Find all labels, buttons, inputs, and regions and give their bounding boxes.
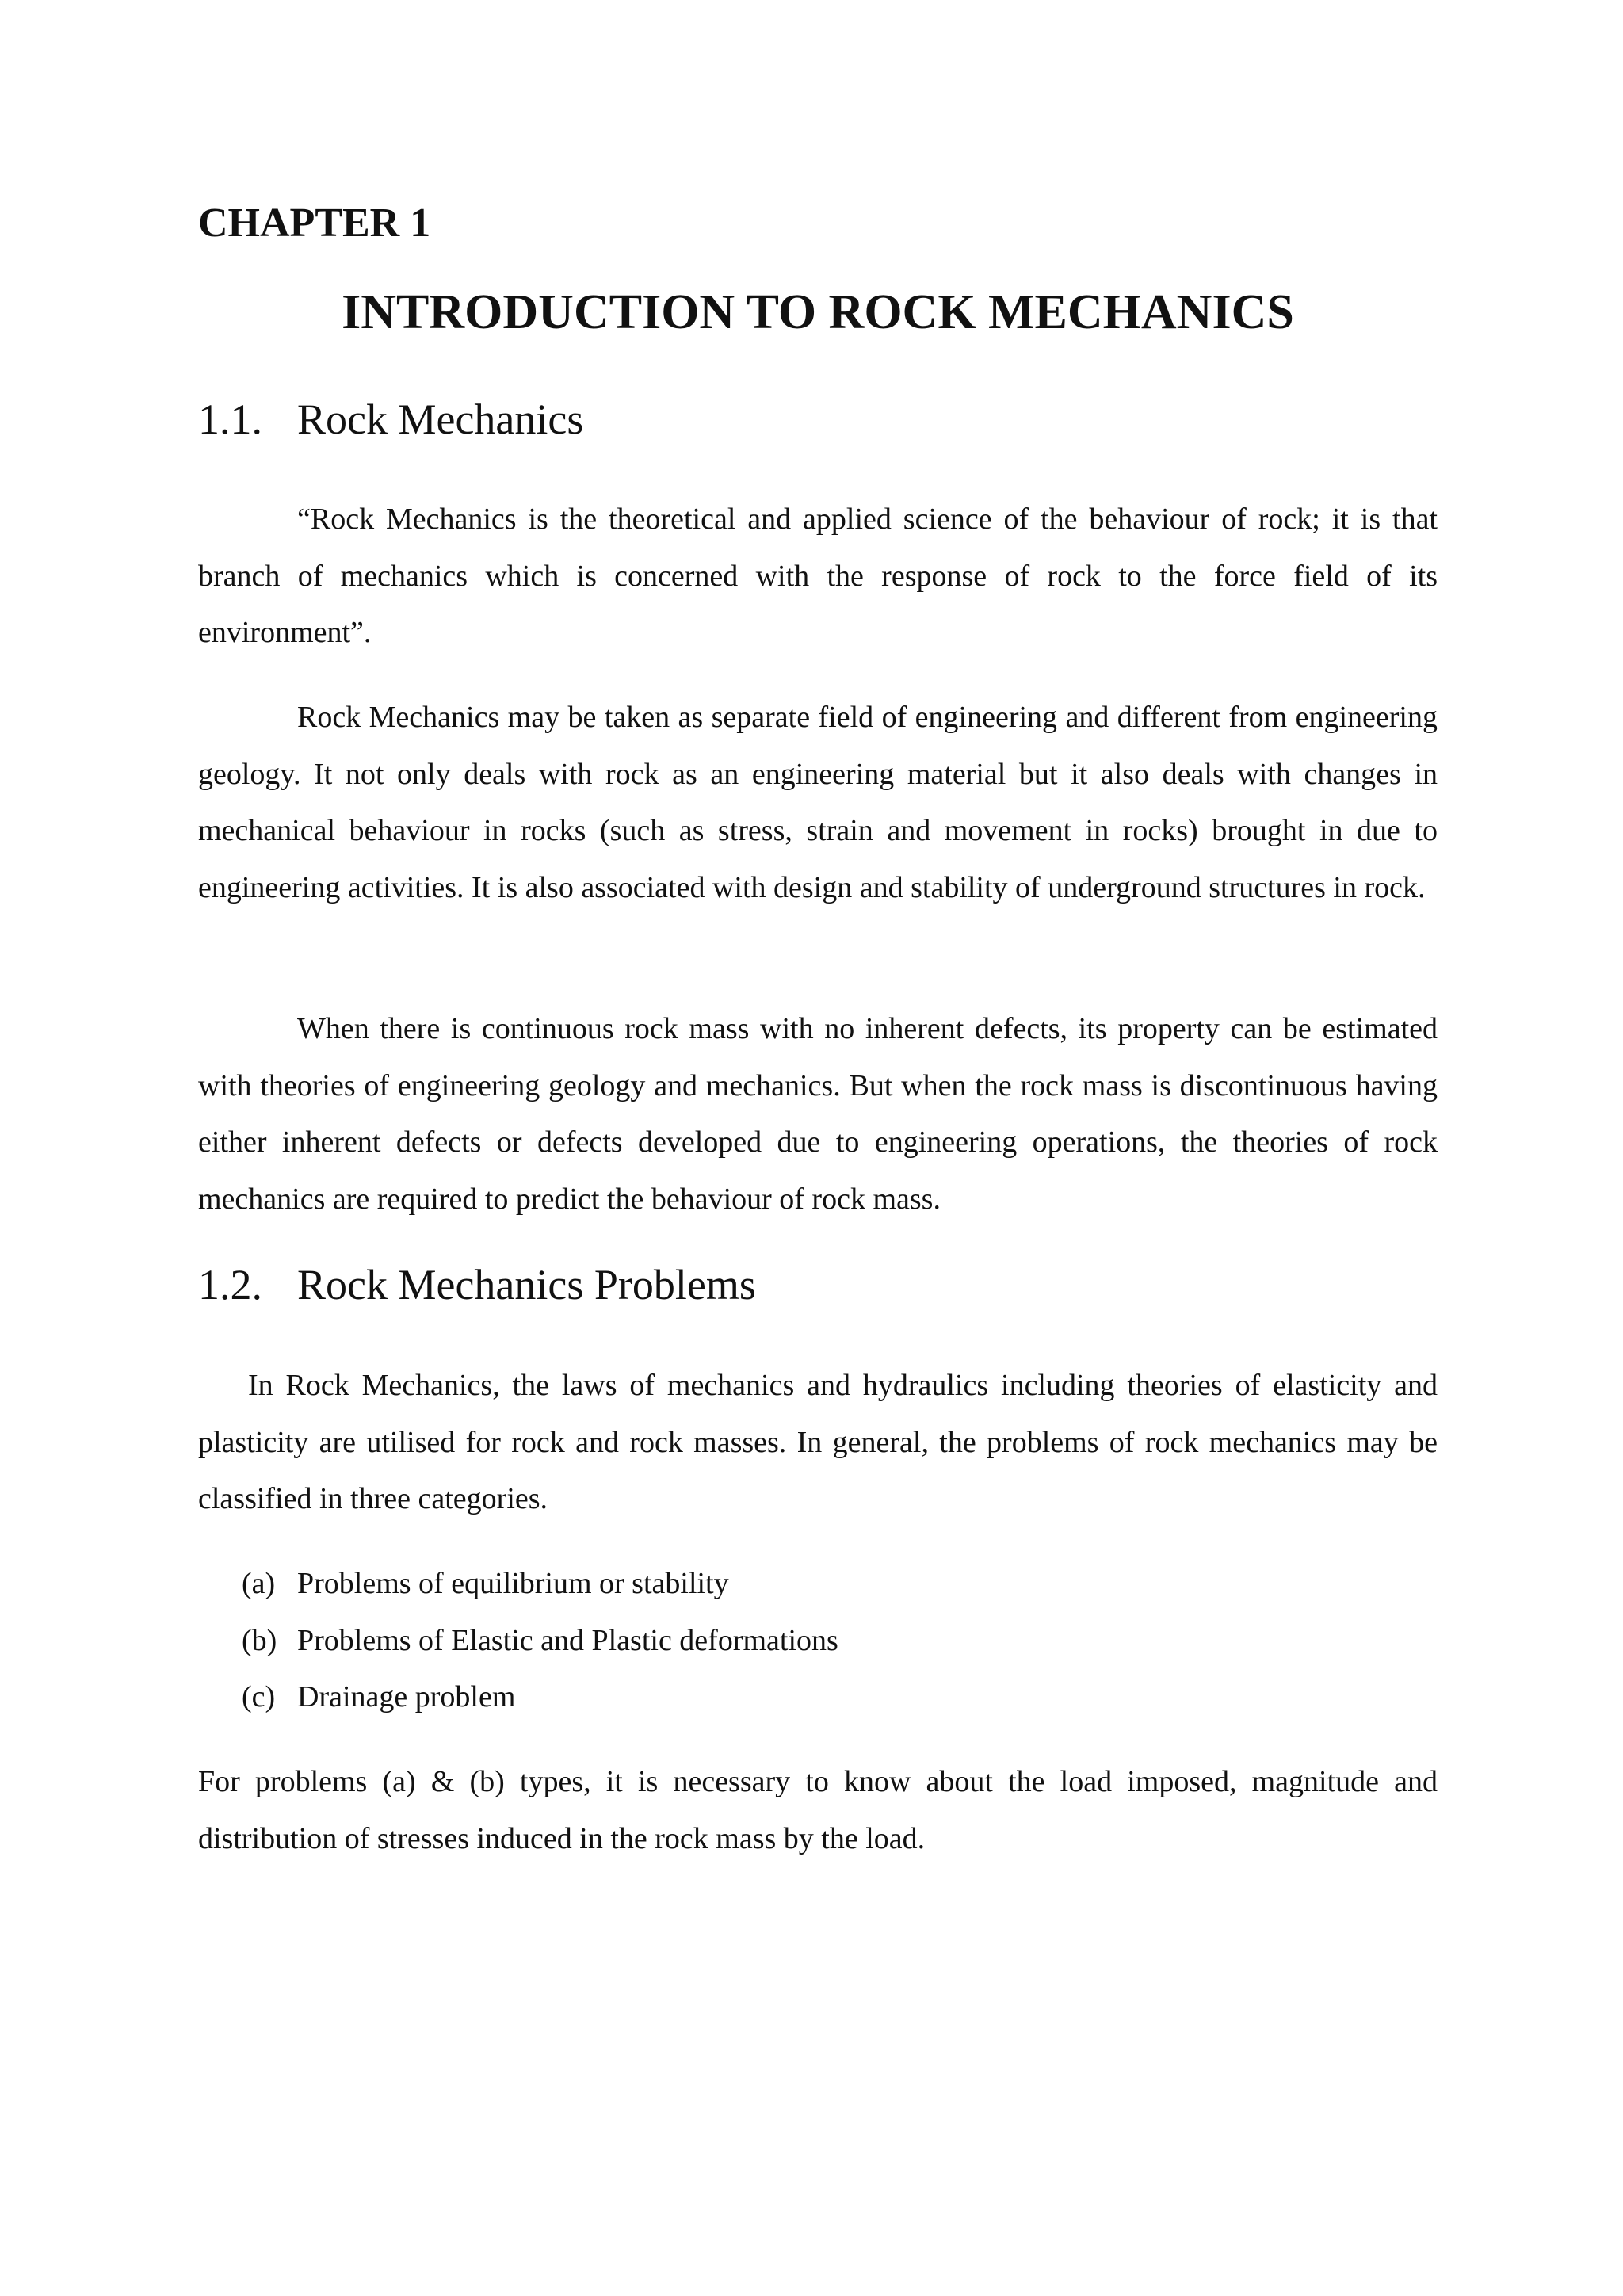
paragraph-closing: For problems (a) & (b) types, it is necessary to know about the load imposed, magnitude and distribution of stresses induced in the rock mass by the load. xyxy=(198,1765,1438,1855)
paragraph-definition: “Rock Mechanics is the theoretical and applied science of the behaviour of rock; it is that branch of mechanics which is concerned with the response of rock to the force field of its environment”. xyxy=(198,502,1438,649)
paragraph-separate-field: Rock Mechanics may be taken as separate field of engineering and different from engineering geology. It not only deals with rock as an engineering material but it also deals with changes in mechanical behaviour in rocks (such as stress, strain and movement in rocks) brought in due to engineering activities. It is also associated with design and stability of underground structures in rock. xyxy=(198,701,1438,904)
list-marker: (c) xyxy=(242,1680,276,1713)
section-number: 1.1. xyxy=(198,395,262,443)
paragraph-intro-problems: In Rock Mechanics, the laws of mechanics and hydraulics including theories of elasticity and plasticity are utilised for rock and rock masses. In general, the problems of rock mechanics may be classified in three categories. xyxy=(198,1369,1438,1515)
section-heading-1-2 xyxy=(198,1259,756,1310)
list-marker: (b) xyxy=(242,1623,277,1657)
list-item xyxy=(242,1669,838,1726)
list-item xyxy=(242,1556,838,1613)
chapter-label: CHAPTER 1 xyxy=(198,201,431,246)
list-item-text: Drainage problem xyxy=(297,1680,516,1713)
list-item xyxy=(242,1613,838,1670)
list-item-text: Problems of equilibrium or stability xyxy=(297,1567,729,1600)
section-title: Rock Mechanics xyxy=(297,395,584,443)
chapter-title: INTRODUCTION TO ROCK MECHANICS xyxy=(342,285,1294,339)
section-heading-1-1 xyxy=(198,394,583,445)
paragraph-continuous-rock: When there is continuous rock mass with no inherent defects, its property can be estimated with theories of engineering geology and mechanics. But when the rock mass is discontinuous having either inherent defects or defects developed due to engineering operations, the theories of rock mechanics are required to predict the behaviour of rock mass. xyxy=(198,1012,1438,1216)
section-number: 1.2. xyxy=(198,1261,262,1308)
section-title: Rock Mechanics Problems xyxy=(297,1261,756,1308)
list-item-text: Problems of Elastic and Plastic deformations xyxy=(297,1623,838,1657)
problem-categories-list xyxy=(242,1556,838,1726)
list-marker: (a) xyxy=(242,1567,276,1600)
